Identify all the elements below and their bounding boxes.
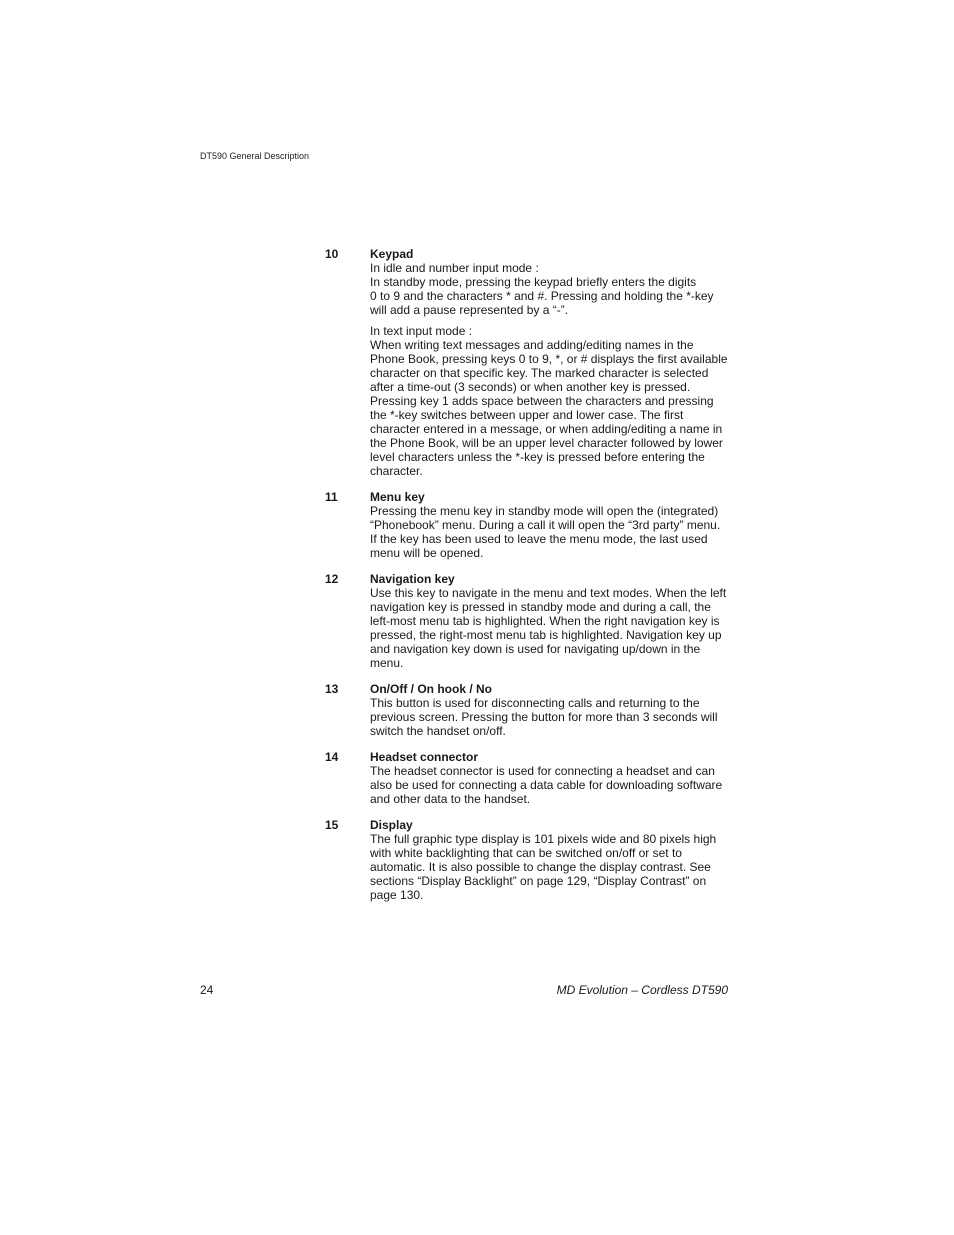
item-number: 10 [325, 247, 339, 261]
item-number: 13 [325, 682, 339, 696]
item-paragraph: Use this key to navigate in the menu and text modes. When the left navigation key is pressed in standby mode and during a call, the left-most menu tab is highlighted. When the right navigation key is pressed, the right-most menu tab is highlighted. Navigation key up and navigation key down is used for navigating up/down in the menu. [370, 586, 727, 670]
item-paragraph: In idle and number input mode : In standby mode, pressing the keypad briefly enters the digits 0 to 9 and the characters * and #. Pressing and holding the *-key will add a pause represented by a “-”. [370, 261, 714, 317]
item-title: Navigation key [370, 572, 455, 586]
item-number: 15 [325, 818, 339, 832]
item-number: 14 [325, 750, 339, 764]
description-list [325, 247, 730, 914]
item-title: Menu key [370, 490, 425, 504]
item-number: 11 [325, 490, 338, 504]
item-title: Headset connector [370, 750, 479, 764]
item-paragraph: The full graphic type display is 101 pixels wide and 80 pixels high with white backlighting that can be switched on/off or set to automatic. It is also possible to change the display contrast. See sections “Display Backlight” on page 129, “Display Contrast” on page 130. [370, 832, 717, 902]
item-on-off-key [325, 682, 730, 738]
item-paragraph: In text input mode : When writing text messages and adding/editing names in the Phone Book, pressing keys 0 to 9, *, or # displays the first available character on that specific key. The marked character is selected after a time-out (3 seconds) or when another key is pressed. Pressing key 1 adds space between the characters and pressing the *-key switches between upper and lower case. The first character entered in a message, or when adding/editing a name in the Phone Book, will be an upper level character followed by lower level characters unless the *-key is pressed before entering the character. [370, 324, 728, 478]
document-title: MD Evolution – Cordless DT590 [556, 983, 728, 997]
item-display [325, 818, 730, 902]
item-navigation-key [325, 572, 730, 670]
item-menu-key [325, 490, 730, 560]
item-paragraph: Pressing the menu key in standby mode will open the (integrated) “Phonebook” menu. During a call it will open the “3rd party” menu. If the key has been used to leave the menu mode, the last used menu will be opened. [370, 504, 721, 560]
running-header: DT590 General Description [200, 151, 310, 161]
item-title: Display [370, 818, 413, 832]
item-number: 12 [325, 572, 339, 586]
item-paragraph: The headset connector is used for connecting a headset and can also be used for connecting a data cable for downloading software and other data to the handset. [370, 764, 723, 806]
page-number: 24 [200, 983, 214, 997]
item-keypad [325, 247, 730, 478]
item-title: Keypad [370, 247, 414, 261]
item-paragraph: This button is used for disconnecting calls and returning to the previous screen. Pressing the button for more than 3 seconds will switch the handset on/off. [370, 696, 718, 738]
item-title: On/Off / On hook / No [370, 682, 492, 696]
item-headset-connector [325, 750, 730, 806]
